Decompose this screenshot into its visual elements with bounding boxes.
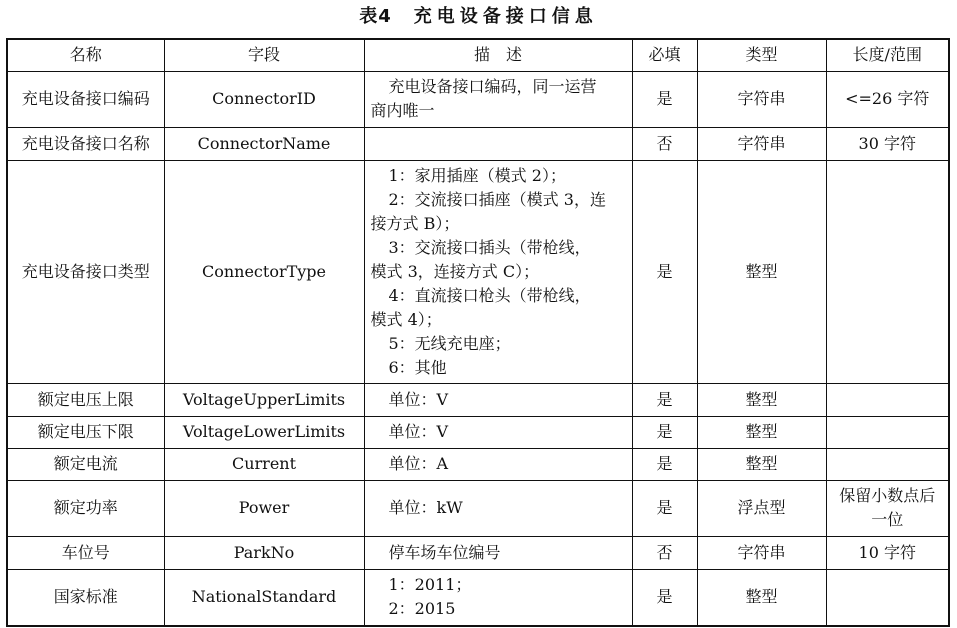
header-description: 描 述 [364, 39, 632, 71]
cell-name: 充电设备接口类型 [7, 160, 164, 383]
cell-field: ConnectorType [164, 160, 364, 383]
table-row [7, 71, 949, 127]
cell-field: ParkNo [164, 536, 364, 569]
cell-field: VoltageLowerLimits [164, 416, 364, 448]
cell-field: NationalStandard [164, 569, 364, 626]
cell-description [364, 416, 632, 448]
cell-range: <=26 字符 [826, 71, 949, 127]
header-name: 名称 [7, 39, 164, 71]
cell-name: 额定电流 [7, 448, 164, 480]
cell-description [364, 383, 632, 416]
cell-name: 额定电压上限 [7, 383, 164, 416]
description-line: 模式 3，连接方式 C）； [370, 261, 540, 281]
cell-field: ConnectorID [164, 71, 364, 127]
table-row [7, 480, 949, 536]
header-required: 必填 [632, 39, 697, 71]
cell-name: 充电设备接口编码 [7, 71, 164, 127]
cell-type: 整型 [697, 160, 826, 383]
cell-name: 充电设备接口名称 [7, 127, 164, 160]
cell-required: 是 [632, 448, 697, 480]
header-field: 字段 [164, 39, 364, 71]
description-line: 5：无线充电座； [388, 333, 511, 353]
cell-type: 字符串 [697, 127, 826, 160]
cell-type: 字符串 [697, 536, 826, 569]
table-title: 充电设备接口信息 [413, 6, 598, 27]
connector-info-table [6, 38, 950, 627]
table-row [7, 448, 949, 480]
table-row [7, 127, 949, 160]
description-line: 单位：V [388, 422, 449, 441]
cell-description [364, 71, 632, 127]
cell-range [826, 383, 949, 416]
table-row [7, 416, 949, 448]
cell-type: 整型 [697, 448, 826, 480]
cell-type: 整型 [697, 383, 826, 416]
cell-description [364, 448, 632, 480]
cell-range [826, 448, 949, 480]
cell-required: 是 [632, 383, 697, 416]
header-row [7, 39, 949, 71]
description-line: 单位：A [388, 454, 449, 473]
description-line: 模式 4）； [370, 309, 442, 329]
description-line: 单位：V [388, 389, 449, 409]
cell-field: Current [164, 448, 364, 480]
cell-name: 额定功率 [7, 480, 164, 536]
cell-field: VoltageUpperLimits [164, 383, 364, 416]
cell-type: 整型 [697, 416, 826, 448]
description-line: 充电设备接口编码，同一运营 [388, 77, 597, 96]
cell-range: 10 字符 [826, 536, 949, 569]
description-line: 6：其他 [388, 357, 447, 377]
table-row [7, 569, 949, 626]
description-line: 1：家用插座（模式 2）； [388, 165, 566, 185]
cell-range [826, 416, 949, 448]
cell-description [364, 536, 632, 569]
table-number: 表4 [359, 6, 392, 27]
header-range: 长度/范围 [826, 39, 949, 71]
cell-description [364, 569, 632, 626]
cell-range: 保留小数点后一位 [826, 480, 949, 536]
description-line: 3：交流接口插头（带枪线， [388, 237, 591, 257]
cell-required: 是 [632, 569, 697, 626]
cell-description [364, 127, 632, 160]
cell-name: 国家标准 [7, 569, 164, 626]
cell-range: 30 字符 [826, 127, 949, 160]
cell-type: 字符串 [697, 71, 826, 127]
cell-required: 否 [632, 127, 697, 160]
cell-type: 浮点型 [697, 480, 826, 536]
description-line: 2：交流接口插座（模式 3，连 [388, 189, 606, 209]
description-line: 单位：kW [388, 498, 463, 517]
description-line: 1：2011； [388, 575, 472, 595]
cell-required: 是 [632, 416, 697, 448]
table-row [7, 383, 949, 416]
cell-required: 否 [632, 536, 697, 569]
description-line: 2：2015 [388, 599, 456, 619]
cell-required: 是 [632, 71, 697, 127]
cell-type: 整型 [697, 569, 826, 626]
cell-name: 车位号 [7, 536, 164, 569]
table-row [7, 160, 949, 383]
cell-description [364, 480, 632, 536]
table-caption [0, 2, 957, 32]
cell-range [826, 160, 949, 383]
cell-required: 是 [632, 160, 697, 383]
cell-field: Power [164, 480, 364, 536]
description-line: 商内唯一 [370, 101, 435, 120]
cell-required: 是 [632, 480, 697, 536]
cell-range [826, 569, 949, 626]
cell-description [364, 160, 632, 383]
description-line: 接方式 B）； [370, 213, 460, 233]
header-type: 类型 [697, 39, 826, 71]
description-line: 4：直流接口枪头（带枪线， [388, 285, 591, 305]
cell-field: ConnectorName [164, 127, 364, 160]
description-line: 停车场车位编号 [388, 542, 501, 562]
table-row [7, 536, 949, 569]
cell-name: 额定电压下限 [7, 416, 164, 448]
